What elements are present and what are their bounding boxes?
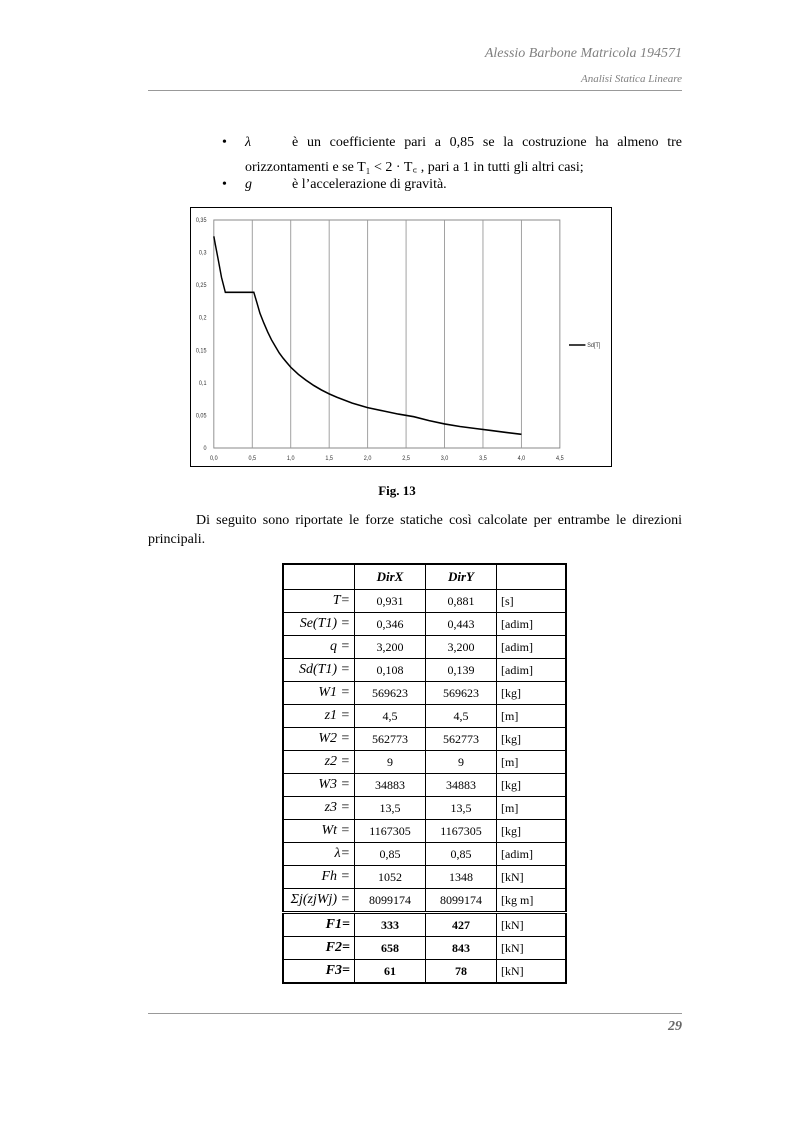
table-row (283, 960, 566, 984)
dirx-value: 0,108 (355, 659, 426, 682)
row-label: Σj(zjWj) = (283, 889, 355, 913)
x-tick-label: 1,5 (325, 455, 333, 463)
header-author: Alessio Barbone Matricola 194571 (484, 46, 682, 61)
dirx-value: 333 (355, 913, 426, 937)
diry-value: 843 (426, 937, 497, 960)
footer-rule (148, 1013, 682, 1014)
unit-cell: [s] (497, 590, 567, 613)
table-row (283, 705, 566, 728)
table-row (283, 636, 566, 659)
unit-cell: [kN] (497, 913, 567, 937)
dirx-value: 562773 (355, 728, 426, 751)
unit-cell: [adim] (497, 636, 567, 659)
unit-cell: [kg] (497, 820, 567, 843)
diry-value: 0,443 (426, 613, 497, 636)
y-tick-label: 0,25 (195, 282, 207, 290)
dirx-value: 8099174 (355, 889, 426, 913)
dirx-value: 13,5 (355, 797, 426, 820)
unit-cell: [adim] (497, 659, 567, 682)
diry-value: 3,200 (426, 636, 497, 659)
x-tick-label: 1,0 (286, 455, 295, 463)
table-row (283, 659, 566, 682)
chart-frame (190, 207, 612, 467)
unit-cell: [kg] (497, 728, 567, 751)
spectrum-chart (191, 208, 611, 466)
unit-cell: [adim] (497, 613, 567, 636)
row-label: z2 = (283, 751, 355, 774)
dirx-value: 569623 (355, 682, 426, 705)
table-corner-cell (283, 564, 355, 590)
diry-value: 13,5 (426, 797, 497, 820)
bullet-text: è l’accelerazione di gravità. (292, 177, 447, 192)
y-tick-label: 0,3 (198, 250, 207, 257)
dirx-value: 4,5 (355, 705, 426, 728)
row-label: W2 = (283, 728, 355, 751)
diry-value: 569623 (426, 682, 497, 705)
x-tick-label: 2,0 (363, 455, 372, 463)
table-row (283, 590, 566, 613)
diry-value: 0,881 (426, 590, 497, 613)
row-label: Wt = (283, 820, 355, 843)
diry-value: 4,5 (426, 705, 497, 728)
unit-cell: [m] (497, 751, 567, 774)
bullet-dot: • (222, 135, 227, 150)
bullet-symbol: λ (245, 135, 252, 150)
x-tick-label: 3,0 (440, 455, 449, 463)
unit-cell: [kN] (497, 937, 567, 960)
row-label: Se(T1) = (283, 613, 355, 636)
row-label: z3 = (283, 797, 355, 820)
diry-value: 562773 (426, 728, 497, 751)
table-row (283, 913, 566, 937)
table-row (283, 728, 566, 751)
row-label: F1= (283, 913, 355, 937)
dirx-value: 61 (355, 960, 426, 984)
table-row (283, 866, 566, 889)
table-row (283, 613, 566, 636)
figure-caption: Fig. 13 (378, 483, 416, 498)
diry-value: 8099174 (426, 889, 497, 913)
plot-area (214, 220, 560, 448)
diry-value: 0,85 (426, 843, 497, 866)
table-row (283, 843, 566, 866)
header-rule (148, 90, 682, 91)
dirx-value: 9 (355, 751, 426, 774)
diry-value: 1167305 (426, 820, 497, 843)
x-tick-label: 4,5 (556, 455, 564, 463)
table-row (283, 889, 566, 913)
row-label: λ= (283, 843, 355, 866)
unit-cell: [kg] (497, 774, 567, 797)
unit-cell: [kN] (497, 960, 567, 984)
bullet-dot: • (222, 177, 227, 192)
table-row (283, 797, 566, 820)
unit-header-cell (497, 564, 567, 590)
diry-value: 78 (426, 960, 497, 984)
dirx-value: 1052 (355, 866, 426, 889)
diry-value: 0,139 (426, 659, 497, 682)
dirx-value: 658 (355, 937, 426, 960)
diry-value: 427 (426, 913, 497, 937)
diry-value: 9 (426, 751, 497, 774)
y-tick-label: 0,15 (195, 348, 207, 355)
x-tick-label: 4,0 (517, 455, 526, 463)
x-tick-label: 0,5 (248, 455, 257, 463)
dirx-value: 0,85 (355, 843, 426, 866)
page-number: 29 (668, 1019, 682, 1034)
y-tick-label: 0,05 (195, 413, 207, 420)
table-row (283, 820, 566, 843)
unit-cell: [adim] (497, 843, 567, 866)
table-row (283, 751, 566, 774)
dirx-value: 1167305 (355, 820, 426, 843)
row-label: F2= (283, 937, 355, 960)
bullet-text: è un coefficiente pari a 0,85 se la costruzione ha almeno tre (292, 135, 682, 150)
x-tick-label: 2,5 (402, 455, 410, 463)
row-label: W3 = (283, 774, 355, 797)
x-tick-label: 3,5 (479, 455, 487, 463)
row-label: Sd(T1) = (283, 659, 355, 682)
paragraph-line: Di seguito sono riportate le forze statiche così calcolate per entrambe le direzioni (196, 513, 682, 528)
row-label: Fh = (283, 866, 355, 889)
row-label: W1 = (283, 682, 355, 705)
unit-cell: [kg] (497, 682, 567, 705)
y-tick-label: 0,2 (198, 315, 207, 322)
unit-cell: [m] (497, 705, 567, 728)
table-row (283, 682, 566, 705)
legend-label: Sd[T] (587, 342, 601, 350)
header-section: Analisi Statica Lineare (580, 73, 682, 85)
table-header-row (283, 564, 566, 590)
unit-cell: [m] (497, 797, 567, 820)
dirx-value: 34883 (355, 774, 426, 797)
y-tick-label: 0,1 (198, 380, 207, 387)
y-tick-label: 0,35 (195, 217, 207, 225)
forces-table (282, 563, 567, 984)
unit-cell: [kg m] (497, 889, 567, 913)
y-tick-label: 0 (203, 445, 207, 453)
dirx-value: 3,200 (355, 636, 426, 659)
row-label: z1 = (283, 705, 355, 728)
diry-value: 1348 (426, 866, 497, 889)
unit-cell: [kN] (497, 866, 567, 889)
table-row (283, 774, 566, 797)
row-label: q = (283, 636, 355, 659)
x-tick-label: 0,0 (210, 455, 218, 463)
row-label: T= (283, 590, 355, 613)
paragraph-line: principali. (148, 532, 206, 547)
col-header: DirX (355, 564, 426, 590)
dirx-value: 0,931 (355, 590, 426, 613)
dirx-value: 0,346 (355, 613, 426, 636)
diry-value: 34883 (426, 774, 497, 797)
bullet-text-cont: orizzontamenti e se T₁ < 2 · T꜀ , pari a 1 in tutti gli altri casi; (245, 160, 584, 175)
bullet-symbol: g (245, 177, 252, 192)
col-header: DirY (426, 564, 497, 590)
table-row (283, 937, 566, 960)
row-label: F3= (283, 960, 355, 984)
